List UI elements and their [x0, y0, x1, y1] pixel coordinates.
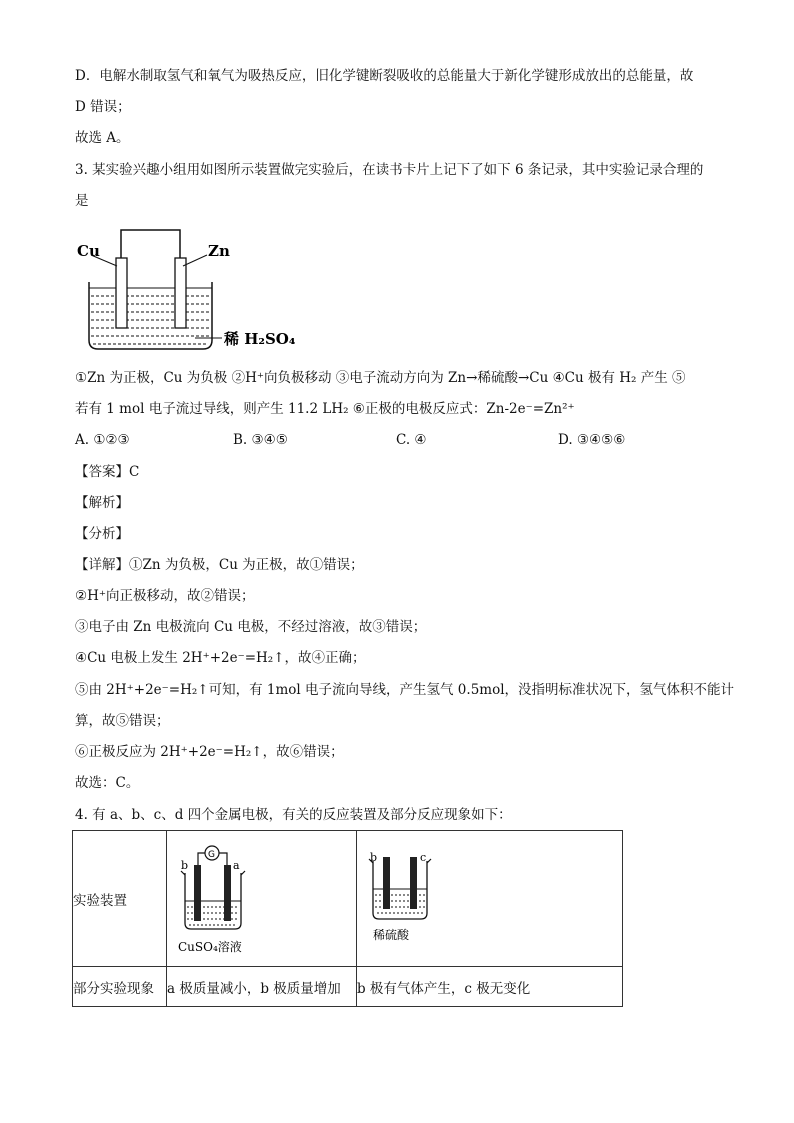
obs1-cell: a 极质量减小，b 极质量增加: [167, 967, 357, 1007]
q3-detail-line: ③电子由 Zn 电极流向 Cu 电极，不经过溶液，故③错误；: [75, 619, 427, 635]
q3-detail-line: ④Cu 电极上发生 2H⁺+2e⁻=H₂↑，故④正确；: [75, 650, 366, 666]
cu-electrode: [116, 258, 127, 328]
electrode-b-label: b: [370, 851, 378, 864]
q2-choose: 故选 A。: [75, 130, 130, 146]
galvanometer-label: G: [208, 850, 215, 860]
q3-detail-line: ②H⁺向正极移动，故②错误；: [75, 588, 255, 604]
q3-detail-line: 【详解】①Zn 为负极，Cu 为正极，故①错误；: [75, 557, 364, 573]
dilute-acid-cell-figure: [357, 831, 622, 966]
obs2-cell: b 极有气体产生，c 极无变化: [357, 967, 623, 1007]
fig1-cell: [167, 831, 357, 967]
row2-header: 部分实验现象: [73, 967, 167, 1007]
q3-analysis-heading: 【解析】: [75, 495, 129, 511]
q3-detail-line: ⑤由 2H⁺+2e⁻=H₂↑可知，有 1mol 电子流向导线，产生氢气 0.5mol，没指明标准状况下，氢气体积不能计: [75, 682, 735, 698]
electrode-a-label: a: [233, 859, 240, 872]
electrode-b: [194, 865, 201, 921]
q3-galvanic-cell-figure: [75, 222, 315, 357]
zn-electrode: [175, 258, 186, 328]
zn-label: Zn: [208, 242, 230, 260]
q3-option-c: C. ④: [396, 432, 427, 448]
dilute-acid-label: 稀硫酸: [373, 928, 410, 942]
q3-stem-line2: 是: [75, 193, 89, 209]
q3-fenxi-heading: 【分析】: [75, 526, 129, 542]
electrode-c-label: c: [420, 851, 427, 864]
q3-detail-line: 算，故⑤错误；: [75, 713, 170, 729]
q3-choose: 故选：C。: [75, 775, 140, 791]
q3-option-a: A. ①②③: [75, 432, 130, 448]
q3-answer: 【答案】C: [75, 464, 140, 480]
q2-option-d-line2: D 错误；: [75, 99, 131, 115]
cu-label: Cu: [77, 242, 100, 260]
q4-table: [72, 830, 623, 1007]
electrode-b-label: b: [181, 859, 189, 872]
q3-option-b: B. ③④⑤: [233, 432, 288, 448]
electrode-c: [410, 857, 417, 909]
q3-records-line1: ①Zn 为正极，Cu 为负极 ②H⁺向负极移动 ③电子流动方向为 Zn→稀硫酸→Cu ④Cu 极有 H₂ 产生 ⑤: [75, 370, 686, 386]
cuso4-cell-figure: [167, 831, 356, 966]
q3-option-d: D. ③④⑤⑥: [558, 432, 626, 448]
q3-stem-line1: 3. 某实验兴趣小组用如图所示装置做完实验后，在读书卡片上记下了如下 6 条记录，其中实验记录合理的: [75, 162, 704, 178]
q4-stem: 4. 有 a、b、c、d 四个金属电极，有关的反应装置及部分反应现象如下：: [75, 807, 512, 823]
q3-detail-line: ⑥正极反应为 2H⁺+2e⁻=H₂↑，故⑥错误；: [75, 744, 344, 760]
cuso4-solution-label: CuSO₄溶液: [178, 940, 242, 954]
fig2-cell: [357, 831, 623, 967]
electrode-a: [224, 865, 231, 921]
solution-label: 稀 H₂SO₄: [224, 330, 296, 348]
electrode-b: [383, 857, 390, 909]
q3-records-line2: 若有 1 mol 电子流过导线，则产生 11.2 LH₂ ⑥正极的电极反应式：Zn-2e⁻=Zn²⁺: [75, 401, 575, 417]
q2-option-d-line1: D．电解水制取氢气和氧气为吸热反应，旧化学键断裂吸收的总能量大于新化学键形成放出的总能量，故: [75, 68, 694, 84]
row1-header: 实验装置: [73, 831, 167, 967]
